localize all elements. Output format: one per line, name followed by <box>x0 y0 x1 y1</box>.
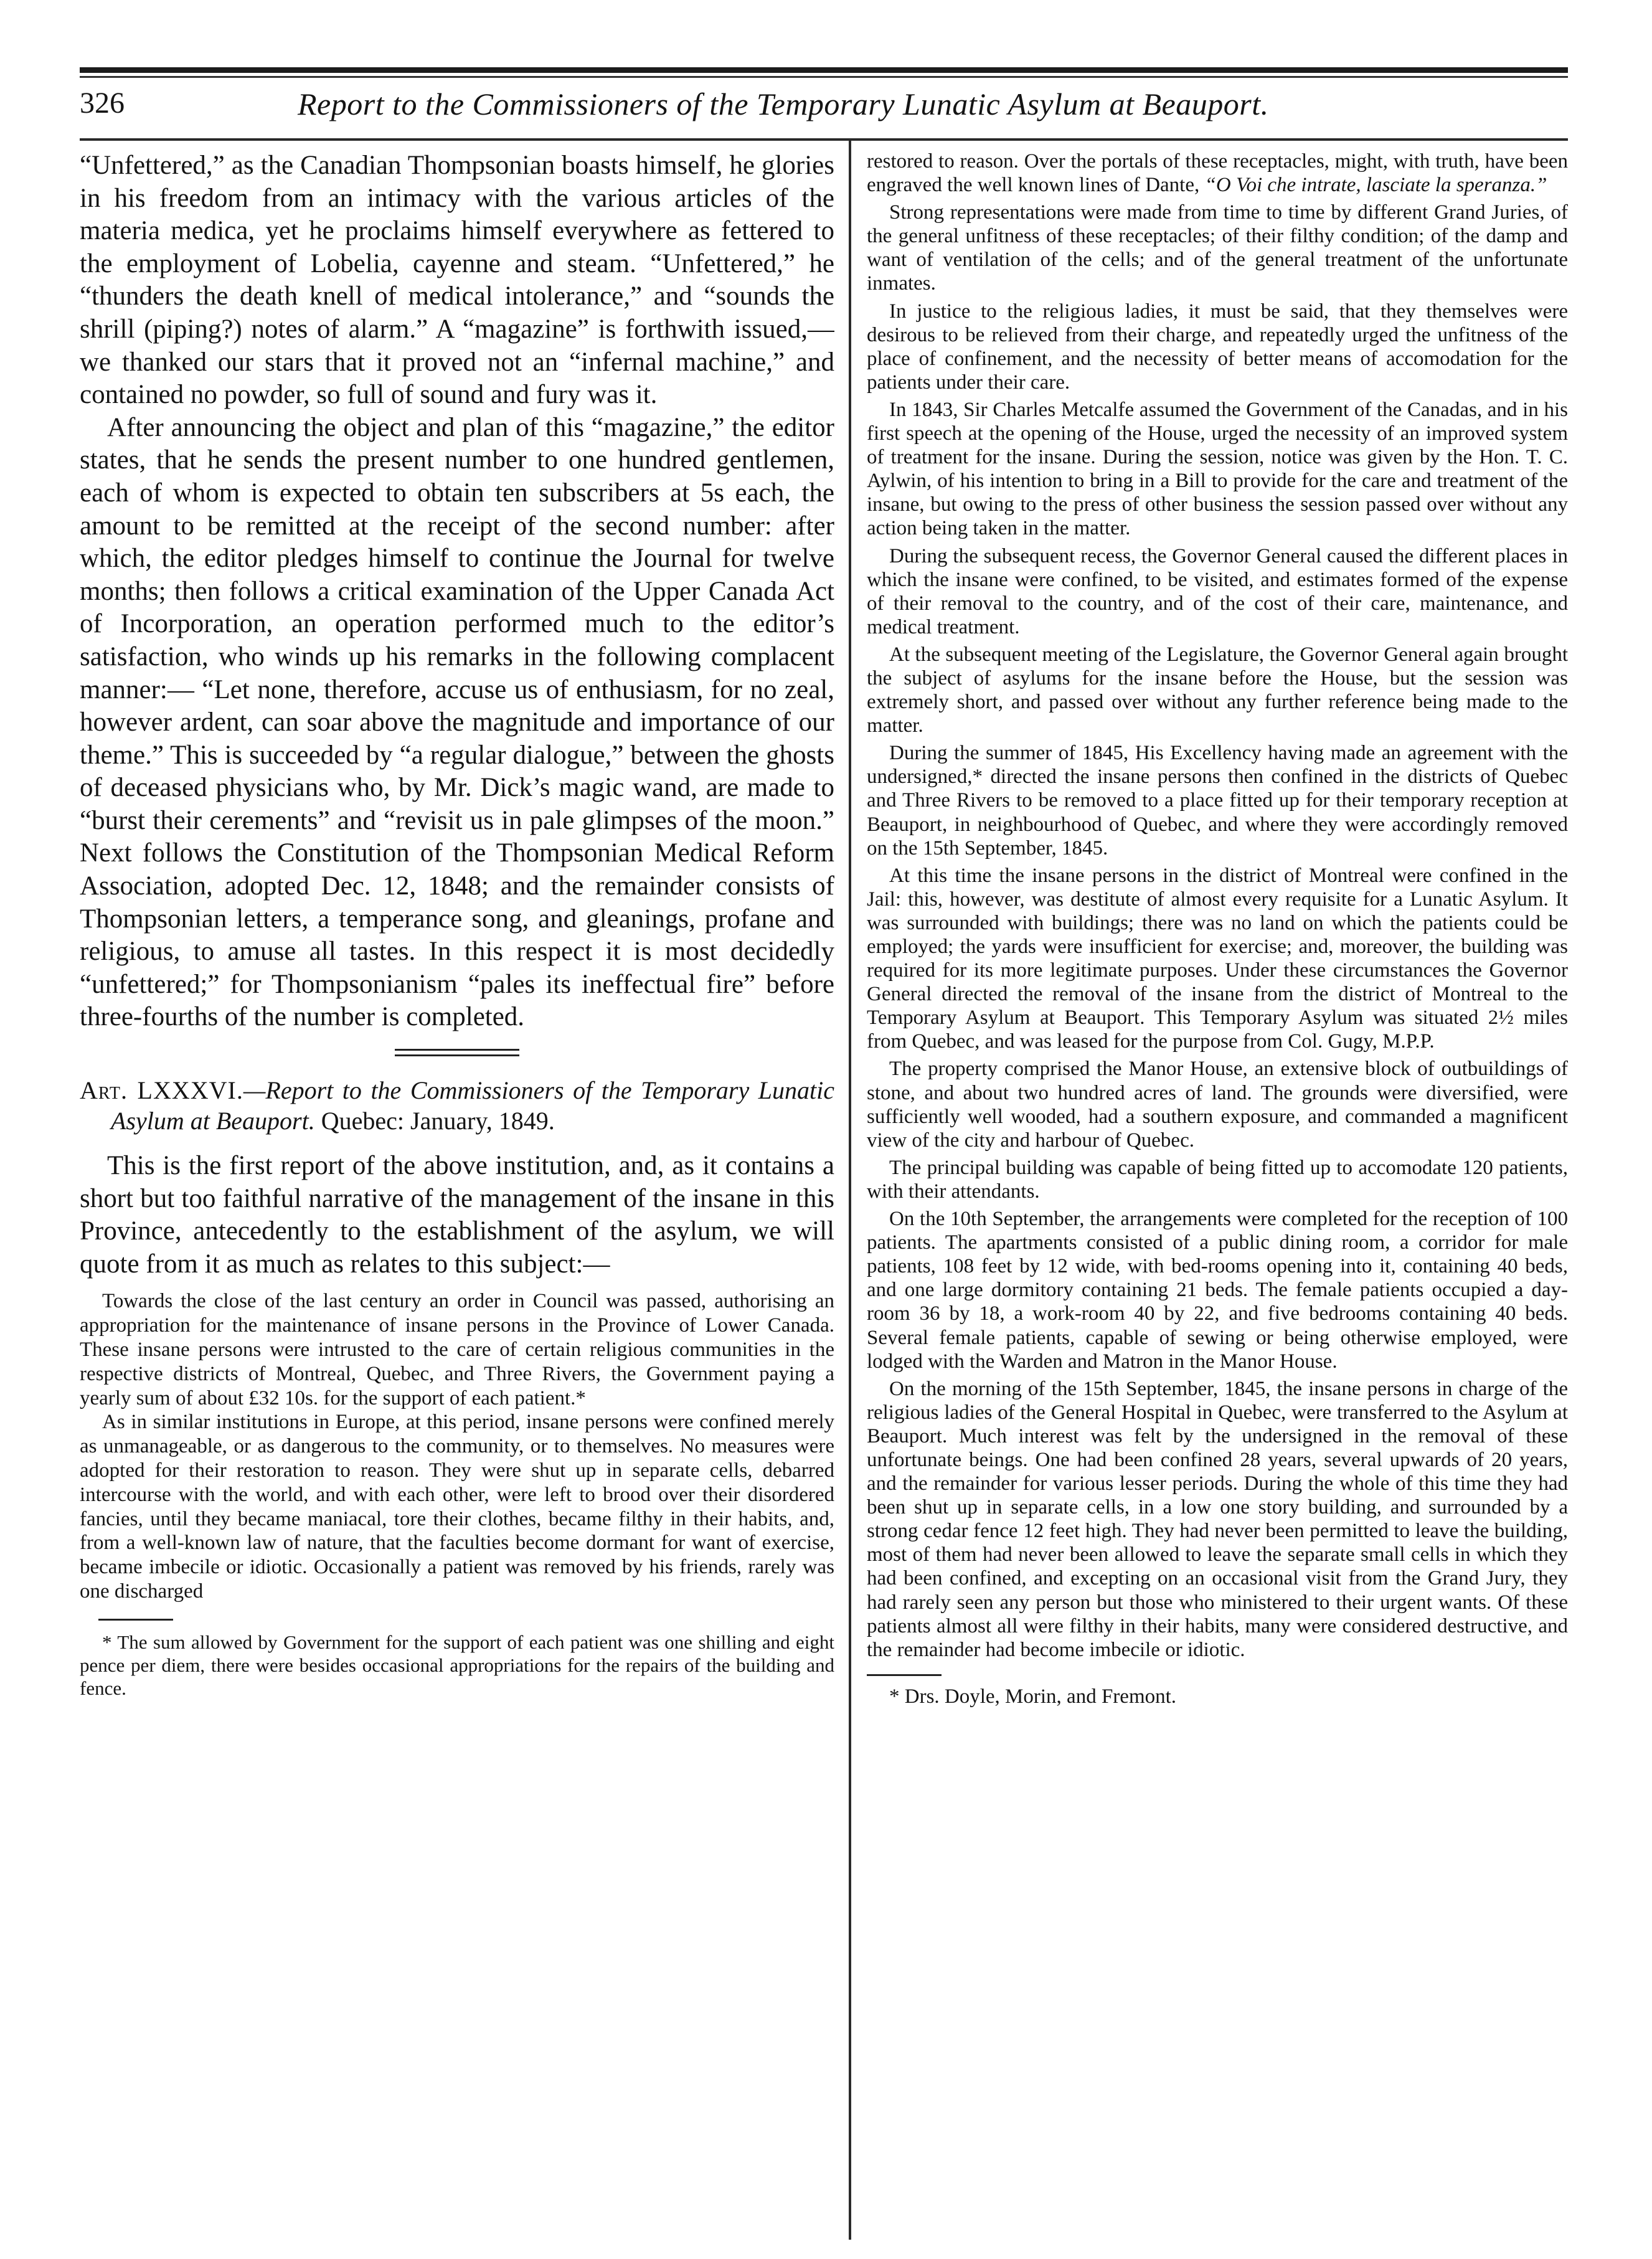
footnote-rule <box>98 1619 173 1621</box>
left-body-text <box>80 149 834 1034</box>
article-intro <box>80 1150 834 1281</box>
page-header <box>80 86 1568 130</box>
section-rule <box>395 1054 519 1056</box>
paragraph: As in similar institutions in Europe, at this period, insane persons were confined merely as unmanageable, or as dangerous to the community, or to themselves. No measures were adopted for their restoration to reason. They were shut up in separate cells, debarred intercourse with the world, and with each other, were left to brood over their disordered fancies, until they became maniacal, tore their clothes, became filthy in their habits, and, from a well-known law of nature, that the faculties become dormant for want of exercise, became imbecile or idiotic. Occasionally a patient was removed by his friends, rarely was one discharged <box>80 1411 834 1603</box>
footnote-text: * Drs. Doyle, Morin, and Fremont. <box>889 1685 1177 1708</box>
left-column <box>80 149 834 2230</box>
article-heading <box>80 1075 834 1136</box>
footnote <box>80 1631 834 1700</box>
footnote-rule <box>867 1674 942 1676</box>
article-title: —Report to the Commissioners of the Temporary Lunatic Asylum at Beauport. <box>111 1076 834 1135</box>
page-number: 326 <box>80 87 125 120</box>
paragraph: At the subsequent meeting of the Legislature, the Governor General again brought the subject of asylums for the insane before the House, but the session was extremely short, and passed over without any further reference being made to the matter. <box>867 643 1568 737</box>
paragraph: Strong representations were made from time to time by different Grand Juries, of the general unfitness of these receptacles; of their filthy condition; of the damp and want of ventilation of the cells; and of the general treatment of the unfortunate inmates. <box>867 201 1568 295</box>
quoted-report-text <box>80 1289 834 1603</box>
paragraph: On the 10th September, the arrangements were completed for the reception of 100 patients. The apartments consisted of a public dining room, a corridor for male patients, 108 feet by 12 wide, with bed-rooms opening into it, containing 40 beds, and one large dormitory containing 21 beds. The female patients occupied a day-room 36 by 18, a work-room 40 by 22, and five bedrooms containing 40 beds. Several female patients, capable of sewing or being otherwise employed, were lodged with the Warden and Matron in the Manor House. <box>867 1208 1568 1373</box>
paragraph: During the summer of 1845, His Excellency having made an agreement with the undersigned,* directed the insane persons then confined in the districts of Quebec and Three Rivers to be removed to a place fitted up for their temporary reception at Beauport, in neighbourhood of Quebec, and where they were accordingly removed on the 15th September, 1845. <box>867 742 1568 860</box>
paragraph: During the subsequent recess, the Governor General caused the different places in which the insane were confined, to be visited, and estimates formed of the expense of their removal to the country, and of the cost of their care, maintenance, and medical treatment. <box>867 544 1568 638</box>
right-column <box>867 149 1568 2230</box>
paragraph: The property comprised the Manor House, an extensive block of outbuildings of stone, and about two hundred acres of land. The grounds were diversified, were sufficiently well wooded, had a southern exposure, and commanded a magnificent view of the city and harbour of Quebec. <box>867 1058 1568 1152</box>
paragraph: Towards the close of the last century an order in Council was passed, authorising an appropriation for the maintenance of insane persons in the Province of Lower Canada. These insane persons were intrusted to the care of certain religious communities in the respective districts of Montreal, Quebec, and Three Rivers, the Government paying a yearly sum of about £32 10s. for the support of each patient.* <box>80 1290 834 1409</box>
article-number: Art. LXXXVI. <box>80 1076 243 1105</box>
column-divider <box>849 141 851 2240</box>
paragraph: “Unfettered,” as the Canadian Thompsonian boasts himself, he glories in his freedom from an intimacy with the various articles of the materia medica, yet he proclaims himself everywhere as fettered to the employment of Lobelia, cayenne and steam. “Unfettered,” he “thunders the death knell of medical intolerance,” and “sounds the shrill (piping?) notes of alarm.” A “magazine” is forthwith issued,—we thanked our stars that it proved not an “infernal machine,” and contained no powder, so full of sound and fury was it. <box>80 151 834 410</box>
paragraph: This is the first report of the above institution, and, as it contains a short but too faithful narrative of the management of the insane in this Province, antecedently to the establishment of the asylum, we will quote from it as much as relates to this subject:— <box>80 1151 834 1279</box>
header-rule <box>80 138 1568 141</box>
paragraph: After announcing the object and plan of this “magazine,” the editor states, that he sends the present number to one hundred gentlemen, each of whom is expected to obtain ten subscribers at 5s each, the amount to be remitted at the receipt of the second number: after which, the editor pledges himself to continue the Journal for twelve months; then follows a critical examination of the Upper Canada Act of Incorporation, an operation performed much to the editor’s satisfaction, who winds up his remarks in the following complacent manner:— “Let none, therefore, accuse us of enthusiasm, for no zeal, however ardent, can soar above the magnitude and importance of our theme.” This is succeeded by “a regular dialogue,” between the ghosts of deceased physicians who, by Mr. Dick’s magic wand, are made to “burst their cerements” and “revisit us in pale glimpses of the moon.” Next follows the Constitution of the Thompsonian Medical Reform Association, adopted Dec. 12, 1848; and the remainder consists of Thompsonian letters, a temperance song, and gleanings, profane and religious, to amuse all tastes. In this respect it is most decidedly “unfettered;” for Thompsonianism “pales its ineffectual fire” before three-fourths of the number is completed. <box>80 412 834 1032</box>
paragraph: The principal building was capable of being fitted up to accomodate 120 patients, with their attendants. <box>867 1156 1568 1203</box>
paragraph <box>867 149 1568 197</box>
paragraph: On the morning of the 15th September, 1845, the insane persons in charge of the religious ladies of the General Hospital in Quebec, were transferred to the Asylum at Beauport. Much interest was felt by the undersigned in the removal of these unfortunate beings. One had been confined 28 years, several upwards of 20 years, and the remainder for various lesser periods. During the whole of this time they had been shut up in separate cells, in a low one story building, and surrounded by a strong cedar fence 12 feet high. They had never been permitted to leave the building, most of them had never been allowed to leave the separate small cells in which they had been confined, and excepting on an occasional visit from the Grand Jury, they had rarely seen any person but those who ministered to their urgent wants. Of these patients almost all were filthy in their habits, many were considered destructive, and the remainder had become imbecile or idiotic. <box>867 1377 1568 1661</box>
section-rule <box>395 1049 519 1051</box>
paragraph: In justice to the religious ladies, it must be said, that they themselves were desirous to be relieved from their charge, and repeatedly urged the unfitness of the place of confinement, and the necessity of better means of accomodation for the patients under their care. <box>867 300 1568 394</box>
article-imprint: Quebec: January, 1849. <box>314 1107 555 1135</box>
running-title: Report to the Commissioners of the Temporary Lunatic Asylum at Beauport. <box>298 87 1269 121</box>
dante-quote: “O Voi che intrate, lasciate la speranza.” <box>1204 174 1547 197</box>
paragraph: At this time the insane persons in the district of Montreal were confined in the Jail: this, however, was destitute of almost every requisite for a Lunatic Asylum. It was surrounded with buildings; there was no land on which the patients could be employed; the yards were insufficient for exercise; and, moreover, the building was required for its more legitimate purposes. Under these circumstances the Governor General directed the removal of the insane from the district of Montreal to the Temporary Asylum at Beauport. This Temporary Asylum was situated 2½ miles from Quebec, and was leased for the purpose from Col. Gugy, M.P.P. <box>867 864 1568 1053</box>
top-rule <box>80 67 1568 73</box>
paragraph: In 1843, Sir Charles Metcalfe assumed the Government of the Canadas, and in his first speech at the opening of the House, urged the necessity of an improved system of treatment for the insane. During the session, notice was given by the Hon. T. C. Aylwin, of his intention to bring in a Bill to provide for the care and treatment of the insane, but owing to the press of other business the session passed over without any action being taken in the matter. <box>867 398 1568 540</box>
continued-text: restored to reason. Over the portals of these receptacles, might, with truth, have been engraved the well known lines of Dante, <box>867 150 1568 197</box>
top-rule-thin <box>80 76 1568 78</box>
footnote-text: * The sum allowed by Government for the support of each patient was one shilling and eight pence per diem, there were besides occasional appropriations for the repairs of the building and fence. <box>80 1631 834 1699</box>
